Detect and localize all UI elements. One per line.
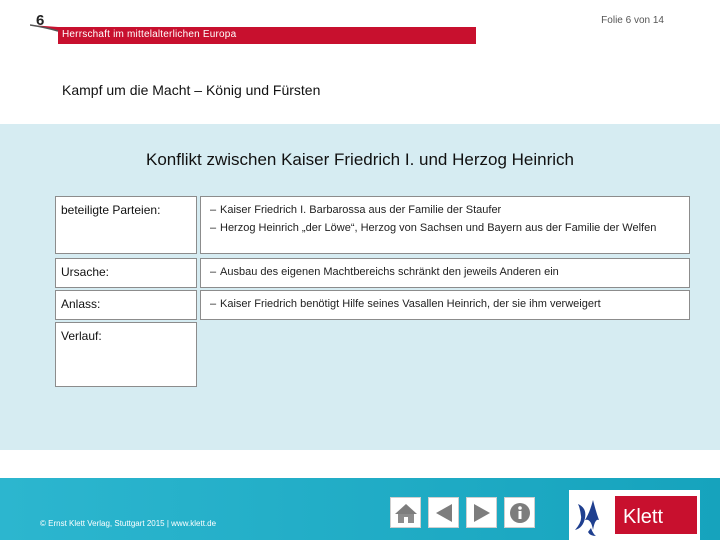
row-value-occasion	[200, 290, 690, 320]
entry-text: Herzog Heinrich „der Löwe“, Herzog von Sachsen und Bayern aus der Familie der Welfen	[220, 222, 657, 234]
list-item	[207, 265, 683, 279]
slide-number: 6	[36, 12, 45, 29]
list-item	[207, 297, 683, 311]
logo-text: Klett	[623, 506, 664, 528]
dash-bullet: –	[210, 204, 217, 216]
next-icon	[470, 501, 494, 525]
dash-bullet: –	[210, 298, 217, 310]
list-item	[207, 221, 683, 235]
klett-logo-icon	[569, 490, 700, 540]
row-value-parties	[200, 196, 690, 254]
page-subtitle: Kampf um die Macht – König und Fürsten	[62, 82, 321, 98]
publisher-logo	[569, 490, 700, 540]
info-button[interactable]	[504, 497, 535, 528]
row-label-parties: beteiligte Parteien:	[55, 196, 197, 254]
topic-label: Herrschaft im mittelalterlichen Europa	[62, 29, 237, 40]
home-icon	[393, 501, 419, 525]
previous-button[interactable]	[428, 497, 459, 528]
row-label-course: Verlauf:	[55, 322, 197, 387]
copyright-text: © Ernst Klett Verlag, Stuttgart 2015 | www.klett.de	[40, 519, 217, 528]
next-button[interactable]	[466, 497, 497, 528]
home-button[interactable]	[390, 497, 421, 528]
row-label-occasion: Anlass:	[55, 290, 197, 320]
previous-icon	[432, 501, 456, 525]
row-value-cause	[200, 258, 690, 288]
entry-text: Ausbau des eigenen Machtbereichs schränkt den jeweils Anderen ein	[220, 266, 559, 278]
dash-bullet: –	[210, 222, 217, 234]
entry-text: Kaiser Friedrich I. Barbarossa aus der Familie der Staufer	[220, 204, 502, 216]
entry-text: Kaiser Friedrich benötigt Hilfe seines Vasallen Heinrich, der sie ihm verweigert	[220, 298, 601, 310]
panel-title: Konflikt zwischen Kaiser Friedrich I. und Herzog Heinrich	[145, 150, 574, 169]
row-label-cause: Ursache:	[55, 258, 197, 288]
dash-bullet: –	[210, 266, 217, 278]
list-item	[207, 203, 683, 217]
slide-counter: Folie 6 von 14	[601, 15, 664, 26]
topic-banner	[30, 23, 476, 44]
info-icon	[508, 501, 532, 525]
